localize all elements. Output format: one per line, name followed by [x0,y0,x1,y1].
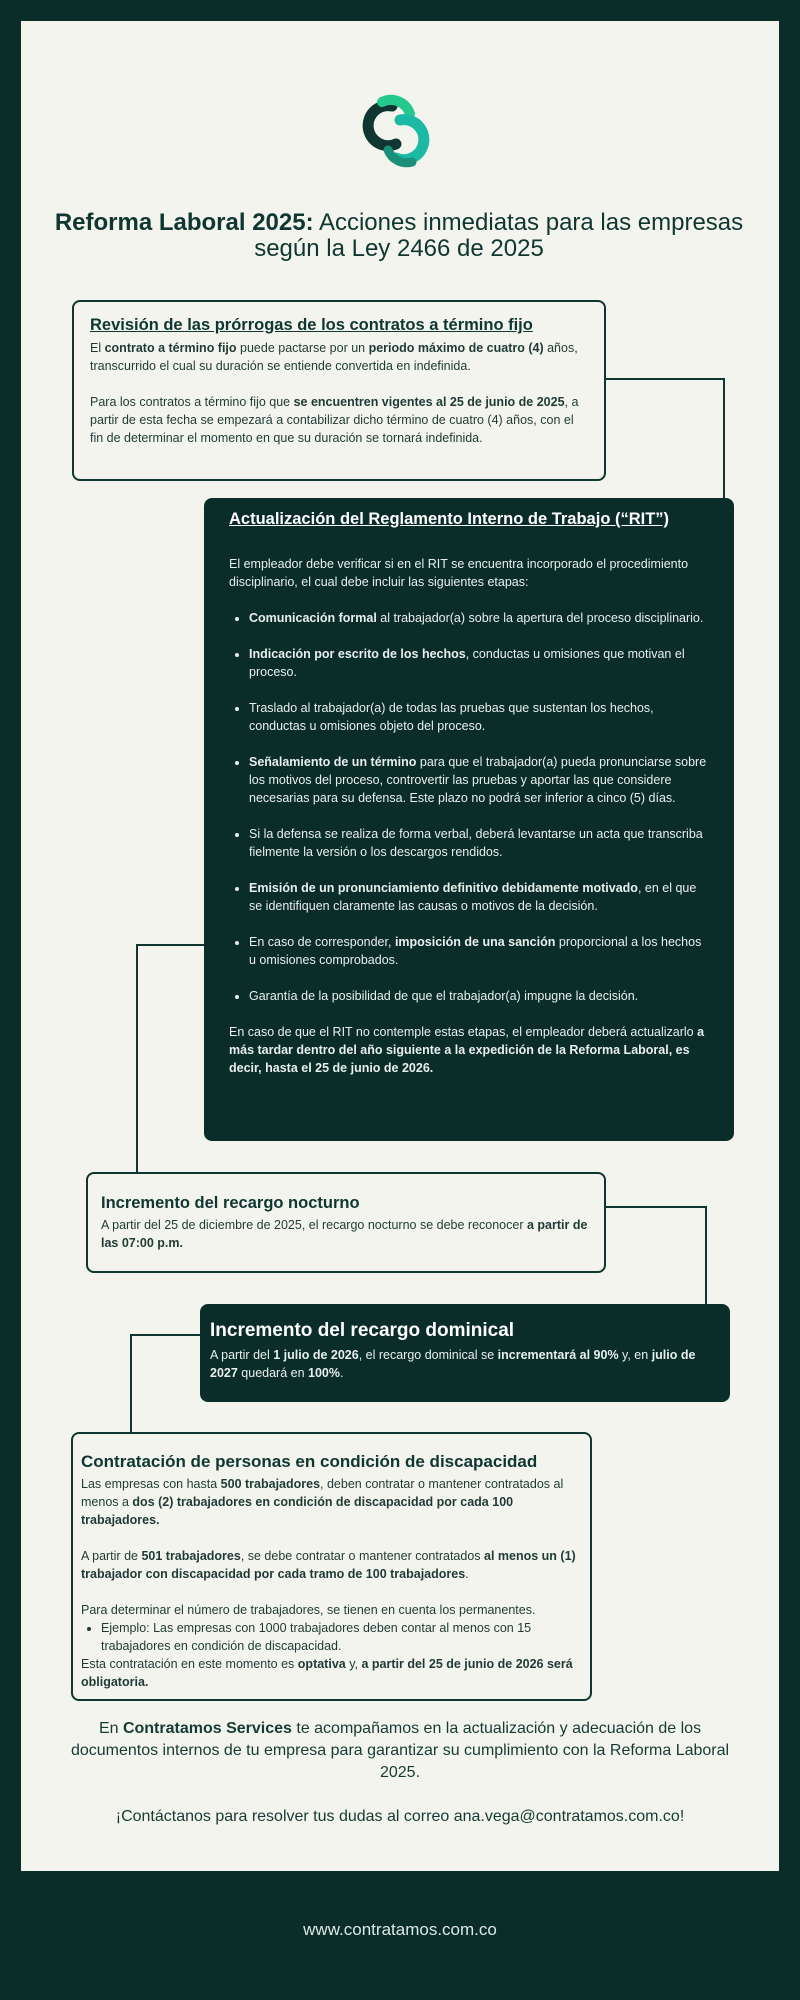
text-segment: En caso de que el RIT no contemple estas etapas, el empleador deberá actualizarlo [229,1025,698,1039]
bold-text: optativa [297,1657,346,1671]
bold-text: se encuentren vigentes al 25 de junio de 2025 [293,395,565,409]
rit-step-item [249,699,710,735]
section-paragraph [81,1475,582,1529]
section-heading: Incremento del recargo dominical [210,1320,515,1341]
section-nocturno [86,1172,606,1273]
rit-steps-list [229,609,710,1005]
text-segment: , a partir de esta fecha se empezará a contabilizar dicho término de cuatro (4) años, con el fin de determinar el momento en que su duración se tornará indefinida. [90,395,579,445]
text-segment: para que el trabajador(a) pueda pronunciarse sobre los motivos del proceso, controvertir las pruebas y aportar las que considere necesarias para su defensa. Este plazo no podrá ser inferior a cinco (5) días. [249,755,707,805]
rit-step-item [249,825,710,861]
bold-text: al menos un (1) trabajador con discapacidad por cada tramo de 100 trabajadores [81,1549,576,1581]
text-segment: años, transcurrido el cual su duración se entiende convertida en indefinida. [90,341,578,373]
section-discapacidad [71,1432,592,1701]
rit-step-item [249,609,710,627]
bold-text: 1 julio de 2026 [273,1348,359,1362]
section-heading: Revisión de las prórrogas de los contratos a término fijo [90,316,533,334]
text-segment: Las empresas con hasta [81,1477,221,1491]
bold-text: Emisión de un pronunciamiento definitivo debidamente motivado [249,881,638,895]
section-paragraph: Para determinar el número de trabajadores, se tienen en cuenta los permanentes. [81,1603,536,1617]
rit-step-item [249,987,710,1005]
bold-text: 500 trabajadores [220,1477,321,1491]
section-paragraph [81,1547,582,1583]
bold-text: Contratamos Services [122,1720,292,1737]
text-segment: En caso de corresponder, [249,935,395,949]
bold-text: dos (2) trabajadores en condición de discapacidad por cada 100 trabajadores. [81,1495,514,1527]
bold-text: incrementará al 90% [497,1348,619,1362]
chain-link-logo [352,92,440,172]
bold-text: periodo máximo de cuatro (4) [368,341,544,355]
text-segment: . [465,1567,469,1581]
bold-text: Señalamiento de un término [249,755,417,769]
text-segment: , conductas u omisiones que motivan el proceso. [249,647,685,679]
text-segment: puede pactarse por un [236,341,369,355]
section-paragraph [101,1216,591,1252]
text-segment: te acompañamos en la actualización y adecuación de los documentos internos de tu empresa para garantizar su cumplimiento con la Reforma Laboral 2025. [70,1720,730,1781]
text-segment: Si la defensa se realiza de forma verbal, deberá levantarse un acta que transcriba fielmente la versión o los descargos rendidos. [249,827,703,859]
text-segment: A partir del 25 de diciembre de 2025, el recargo nocturno se debe reconocer [101,1218,527,1232]
section-heading: Actualización del Reglamento Interno de Trabajo (“RIT”) [229,510,670,528]
bold-text: a más tardar dentro del año siguiente a la expedición de la Reforma Laboral, es decir, hasta el 25 de junio de 2026. [229,1025,705,1075]
text-segment: Para los contratos a término fijo que [90,395,294,409]
closing-paragraph [70,1718,730,1784]
bold-text: imposición de una sanción [394,935,556,949]
contact-line[interactable]: ¡Contáctanos para resolver tus dudas al correo ana.vega@contratamos.com.co! [115,1808,685,1825]
bold-text: julio de 2027 [210,1348,696,1380]
text-segment: , el recargo dominical se [358,1348,498,1362]
website-link[interactable]: www.contratamos.com.co [303,1920,497,1939]
connector-line [723,378,725,498]
connector-line [705,1206,707,1304]
text-segment: y, [345,1657,362,1671]
page-title: Reforma Laboral 2025: Acciones inmediatas para las empresas según la Ley 2466 de 2025 [54,209,744,262]
text-segment: al trabajador(a) sobre la apertura del proceso disciplinario. [376,611,704,625]
text-segment: A partir de [81,1549,142,1563]
closing-text [70,1718,730,1828]
bold-text: a partir del 25 de junio de 2026 será obligatoria. [81,1657,573,1689]
text-segment: proporcional a los hechos u omisiones comprobados. [249,935,702,967]
bold-text: Indicación por escrito de los hechos [249,647,466,661]
text-segment: En [98,1720,123,1737]
rit-step-item [249,879,710,915]
bold-text: 100% [308,1366,340,1380]
connector-line [136,944,138,1174]
connector-line [606,378,725,380]
connector-line [130,1334,132,1434]
bold-text: contrato a término fijo [104,341,237,355]
text-segment: y, en [618,1348,652,1362]
rit-step-item [249,645,710,681]
section-prorrogas [72,300,606,481]
text-segment: A partir del [210,1348,274,1362]
section-paragraph: El empleador debe verificar si en el RIT se encuentra incorporado el procedimiento disciplinario, el cual debe incluir las siguientes etapas: [229,557,689,589]
bold-text: a partir de las 07:00 p.m. [101,1218,588,1250]
text-segment: , deben contratar o mantener contratados al menos a [81,1477,564,1509]
section-heading: Incremento del recargo nocturno [101,1194,360,1212]
section-heading: Contratación de personas en condición de discapacidad [81,1452,538,1471]
text-segment: Traslado al trabajador(a) de todas las pruebas que sustentan los hechos, conductas u omisiones objeto del proceso. [249,701,654,733]
section-rit [204,498,734,1141]
example-bullet: • Ejemplo: Las empresas con 1000 trabajadores deben contar al menos con 15 trabajadores en condición de discapacidad. [101,1619,582,1655]
connector-line [130,1334,200,1336]
section-paragraph [210,1346,720,1382]
section-paragraph [81,1655,582,1691]
bold-text: 501 trabajadores [141,1549,241,1563]
rit-step-item [249,933,710,969]
bold-text: Comunicación formal [249,611,377,625]
text-segment: Garantía de la posibilidad de que el trabajador(a) impugne la decisión. [249,989,639,1003]
text-segment: , en el que se identifiquen claramente las causas o motivos de la decisión. [249,881,697,913]
section-paragraph [229,1023,710,1077]
text-segment: El [90,341,105,355]
rit-step-item [249,753,710,807]
connector-line [136,944,204,946]
connector-line [606,1206,707,1208]
text-segment: , se debe contratar o mantener contratados [240,1549,485,1563]
section-paragraph [90,339,588,375]
text-segment: Esta contratación en este momento es [81,1657,298,1671]
text-segment: . [340,1366,344,1380]
section-dominical [200,1304,730,1402]
text-segment: quedará en [237,1366,309,1380]
section-paragraph [90,393,588,447]
